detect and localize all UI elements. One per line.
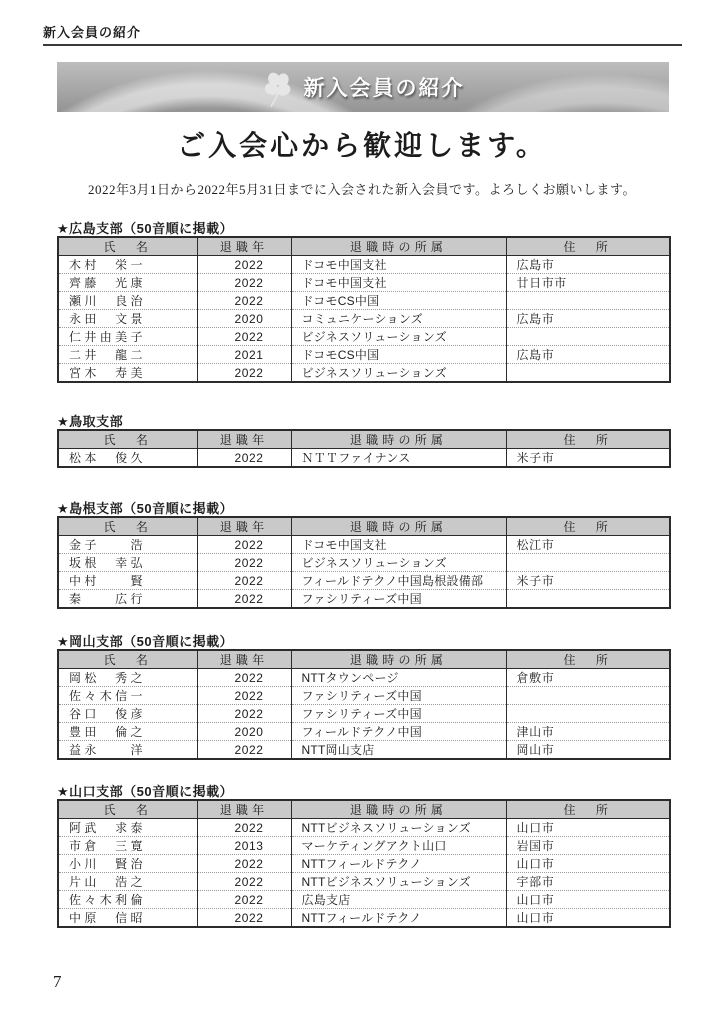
cell-affiliation: NTTビジネスソリューションズ [291, 819, 506, 837]
cell-name: 佐々木利倫 [58, 891, 197, 909]
branch-section [57, 631, 669, 760]
col-header-year: 退職年 [197, 800, 291, 819]
banner-content [262, 66, 465, 108]
clover-icon [262, 70, 294, 108]
cell-name: 谷口 俊彦 [58, 705, 197, 723]
cell-year: 2022 [197, 819, 291, 837]
branch-label: ★岡山支部（50音順に掲載） [57, 634, 234, 649]
col-header-affiliation: 退職時の所属 [291, 237, 506, 256]
cell-affiliation: NTTフィールドテクノ [291, 855, 506, 873]
col-header-affiliation: 退職時の所属 [291, 650, 506, 669]
table-header-row [58, 517, 670, 536]
member-table [57, 799, 671, 928]
cell-affiliation: ドコモCS中国 [291, 346, 506, 364]
cell-address: 山口市 [506, 909, 670, 928]
cell-address: 米子市 [506, 572, 670, 590]
col-header-address: 住 所 [506, 237, 670, 256]
cell-year: 2021 [197, 346, 291, 364]
col-header-year: 退職年 [197, 237, 291, 256]
cell-address: 山口市 [506, 819, 670, 837]
cell-affiliation: ビジネスソリューションズ [291, 328, 506, 346]
cell-address [506, 364, 670, 383]
cell-affiliation: フィールドテクノ中国島根設備部 [291, 572, 506, 590]
member-table [57, 236, 671, 383]
cell-address: 広島市 [506, 310, 670, 328]
branch-section [57, 781, 669, 928]
table-row [58, 346, 670, 364]
running-head: 新入会員の紹介 [43, 25, 142, 40]
col-header-year: 退職年 [197, 650, 291, 669]
cell-year: 2022 [197, 669, 291, 687]
table-header-row [58, 237, 670, 256]
col-header-name: 氏 名 [58, 650, 197, 669]
table-row [58, 837, 670, 855]
table-header-row [58, 800, 670, 819]
branch-label: ★広島支部（50音順に掲載） [57, 221, 234, 236]
cell-address: 山口市 [506, 855, 670, 873]
branch-section [57, 411, 669, 468]
col-header-address: 住 所 [506, 430, 670, 449]
branch-section [57, 498, 669, 609]
cell-affiliation: ドコモCS中国 [291, 292, 506, 310]
cell-address [506, 328, 670, 346]
cell-year: 2022 [197, 449, 291, 468]
cell-year: 2022 [197, 572, 291, 590]
cell-year: 2022 [197, 274, 291, 292]
col-header-name: 氏 名 [58, 237, 197, 256]
member-table [57, 516, 671, 609]
col-header-name: 氏 名 [58, 517, 197, 536]
cell-name: 岡松 秀之 [58, 669, 197, 687]
cell-year: 2022 [197, 256, 291, 274]
table-row [58, 449, 670, 468]
cell-affiliation: コミュニケーションズ [291, 310, 506, 328]
cell-address: 津山市 [506, 723, 670, 741]
cell-address: 山口市 [506, 891, 670, 909]
cell-name: 金子 浩 [58, 536, 197, 554]
cell-address: 岡山市 [506, 741, 670, 760]
cell-name: 中村 賢 [58, 572, 197, 590]
cell-address: 岩国市 [506, 837, 670, 855]
table-row [58, 741, 670, 760]
cell-affiliation: フィールドテクノ中国 [291, 723, 506, 741]
cell-name: 佐々木信一 [58, 687, 197, 705]
col-header-affiliation: 退職時の所属 [291, 800, 506, 819]
table-row [58, 705, 670, 723]
table-row [58, 364, 670, 383]
col-header-affiliation: 退職時の所属 [291, 517, 506, 536]
cell-name: 木村 栄一 [58, 256, 197, 274]
cell-affiliation: NTT岡山支店 [291, 741, 506, 760]
table-row [58, 873, 670, 891]
header-rule [43, 44, 682, 46]
table-row [58, 554, 670, 572]
cell-year: 2022 [197, 590, 291, 609]
cell-year: 2022 [197, 328, 291, 346]
cell-name: 仁井由美子 [58, 328, 197, 346]
cell-address: 松江市 [506, 536, 670, 554]
cell-name: 阿武 求泰 [58, 819, 197, 837]
cell-year: 2022 [197, 554, 291, 572]
table-header-row [58, 430, 670, 449]
table-row [58, 572, 670, 590]
branch-label: ★島根支部（50音順に掲載） [57, 501, 234, 516]
cell-affiliation: ファシリティーズ中国 [291, 590, 506, 609]
cell-affiliation: 広島支店 [291, 891, 506, 909]
cell-year: 2022 [197, 364, 291, 383]
cell-name: 豊田 倫之 [58, 723, 197, 741]
cell-year: 2020 [197, 310, 291, 328]
banner-title: 新入会員の紹介 [303, 77, 465, 100]
col-header-name: 氏 名 [58, 800, 197, 819]
col-header-address: 住 所 [506, 517, 670, 536]
cell-affiliation: ビジネスソリューションズ [291, 364, 506, 383]
col-header-year: 退職年 [197, 430, 291, 449]
cell-name: 松本 俊久 [58, 449, 197, 468]
cell-address [506, 554, 670, 572]
table-row [58, 328, 670, 346]
table-row [58, 669, 670, 687]
table-row [58, 310, 670, 328]
cell-name: 小川 賢治 [58, 855, 197, 873]
table-row [58, 292, 670, 310]
cell-year: 2013 [197, 837, 291, 855]
cell-affiliation: ファシリティーズ中国 [291, 687, 506, 705]
cell-year: 2022 [197, 855, 291, 873]
cell-year: 2020 [197, 723, 291, 741]
cell-year: 2022 [197, 705, 291, 723]
col-header-affiliation: 退職時の所属 [291, 430, 506, 449]
cell-name: 永田 文景 [58, 310, 197, 328]
branch-section [57, 218, 669, 383]
table-row [58, 855, 670, 873]
cell-name: 秦 広行 [58, 590, 197, 609]
welcome-title: ご入会心から歓迎します。 [177, 131, 547, 162]
table-row [58, 274, 670, 292]
cell-year: 2022 [197, 536, 291, 554]
cell-address: 倉敷市 [506, 669, 670, 687]
cell-affiliation: マーケティングアクト山口 [291, 837, 506, 855]
cell-address: 廿日市市 [506, 274, 670, 292]
cell-affiliation: NTTフィールドテクノ [291, 909, 506, 928]
cell-name: 市倉 三寛 [58, 837, 197, 855]
table-row [58, 687, 670, 705]
col-header-address: 住 所 [506, 650, 670, 669]
section-banner [57, 62, 669, 112]
cell-address [506, 590, 670, 609]
cell-affiliation: ドコモ中国支社 [291, 536, 506, 554]
cell-affiliation: NTTタウンページ [291, 669, 506, 687]
cell-address: 広島市 [506, 346, 670, 364]
cell-address [506, 705, 670, 723]
cell-year: 2022 [197, 687, 291, 705]
cell-address [506, 687, 670, 705]
table-row [58, 891, 670, 909]
branch-label: ★鳥取支部 [57, 414, 124, 429]
member-table [57, 429, 671, 468]
cell-name: 益永 洋 [58, 741, 197, 760]
cell-year: 2022 [197, 292, 291, 310]
cell-address: 宇部市 [506, 873, 670, 891]
table-row [58, 723, 670, 741]
page-number: 7 [53, 972, 62, 991]
table-row [58, 536, 670, 554]
cell-name: 宮木 寿美 [58, 364, 197, 383]
col-header-address: 住 所 [506, 800, 670, 819]
cell-affiliation: ＮＴＴファイナンス [291, 449, 506, 468]
cell-address: 広島市 [506, 256, 670, 274]
col-header-name: 氏 名 [58, 430, 197, 449]
cell-name: 二井 龍二 [58, 346, 197, 364]
cell-year: 2022 [197, 891, 291, 909]
cell-year: 2022 [197, 741, 291, 760]
cell-affiliation: ドコモ中国支社 [291, 256, 506, 274]
intro-subtitle: 2022年3月1日から2022年5月31日までに入会された新入会員です。よろしくお願いします。 [88, 182, 636, 197]
cell-name: 片山 浩之 [58, 873, 197, 891]
cell-address [506, 292, 670, 310]
table-row [58, 819, 670, 837]
cell-year: 2022 [197, 909, 291, 928]
table-row [58, 590, 670, 609]
table-row [58, 909, 670, 928]
cell-address: 米子市 [506, 449, 670, 468]
cell-affiliation: ドコモ中国支社 [291, 274, 506, 292]
table-header-row [58, 650, 670, 669]
cell-affiliation: ビジネスソリューションズ [291, 554, 506, 572]
cell-name: 中原 信昭 [58, 909, 197, 928]
cell-name: 瀬川 良治 [58, 292, 197, 310]
cell-affiliation: ファシリティーズ中国 [291, 705, 506, 723]
member-table [57, 649, 671, 760]
branch-label: ★山口支部（50音順に掲載） [57, 784, 234, 799]
col-header-year: 退職年 [197, 517, 291, 536]
cell-name: 坂根 幸弘 [58, 554, 197, 572]
cell-affiliation: NTTビジネスソリューションズ [291, 873, 506, 891]
cell-name: 齊藤 光康 [58, 274, 197, 292]
table-row [58, 256, 670, 274]
cell-year: 2022 [197, 873, 291, 891]
